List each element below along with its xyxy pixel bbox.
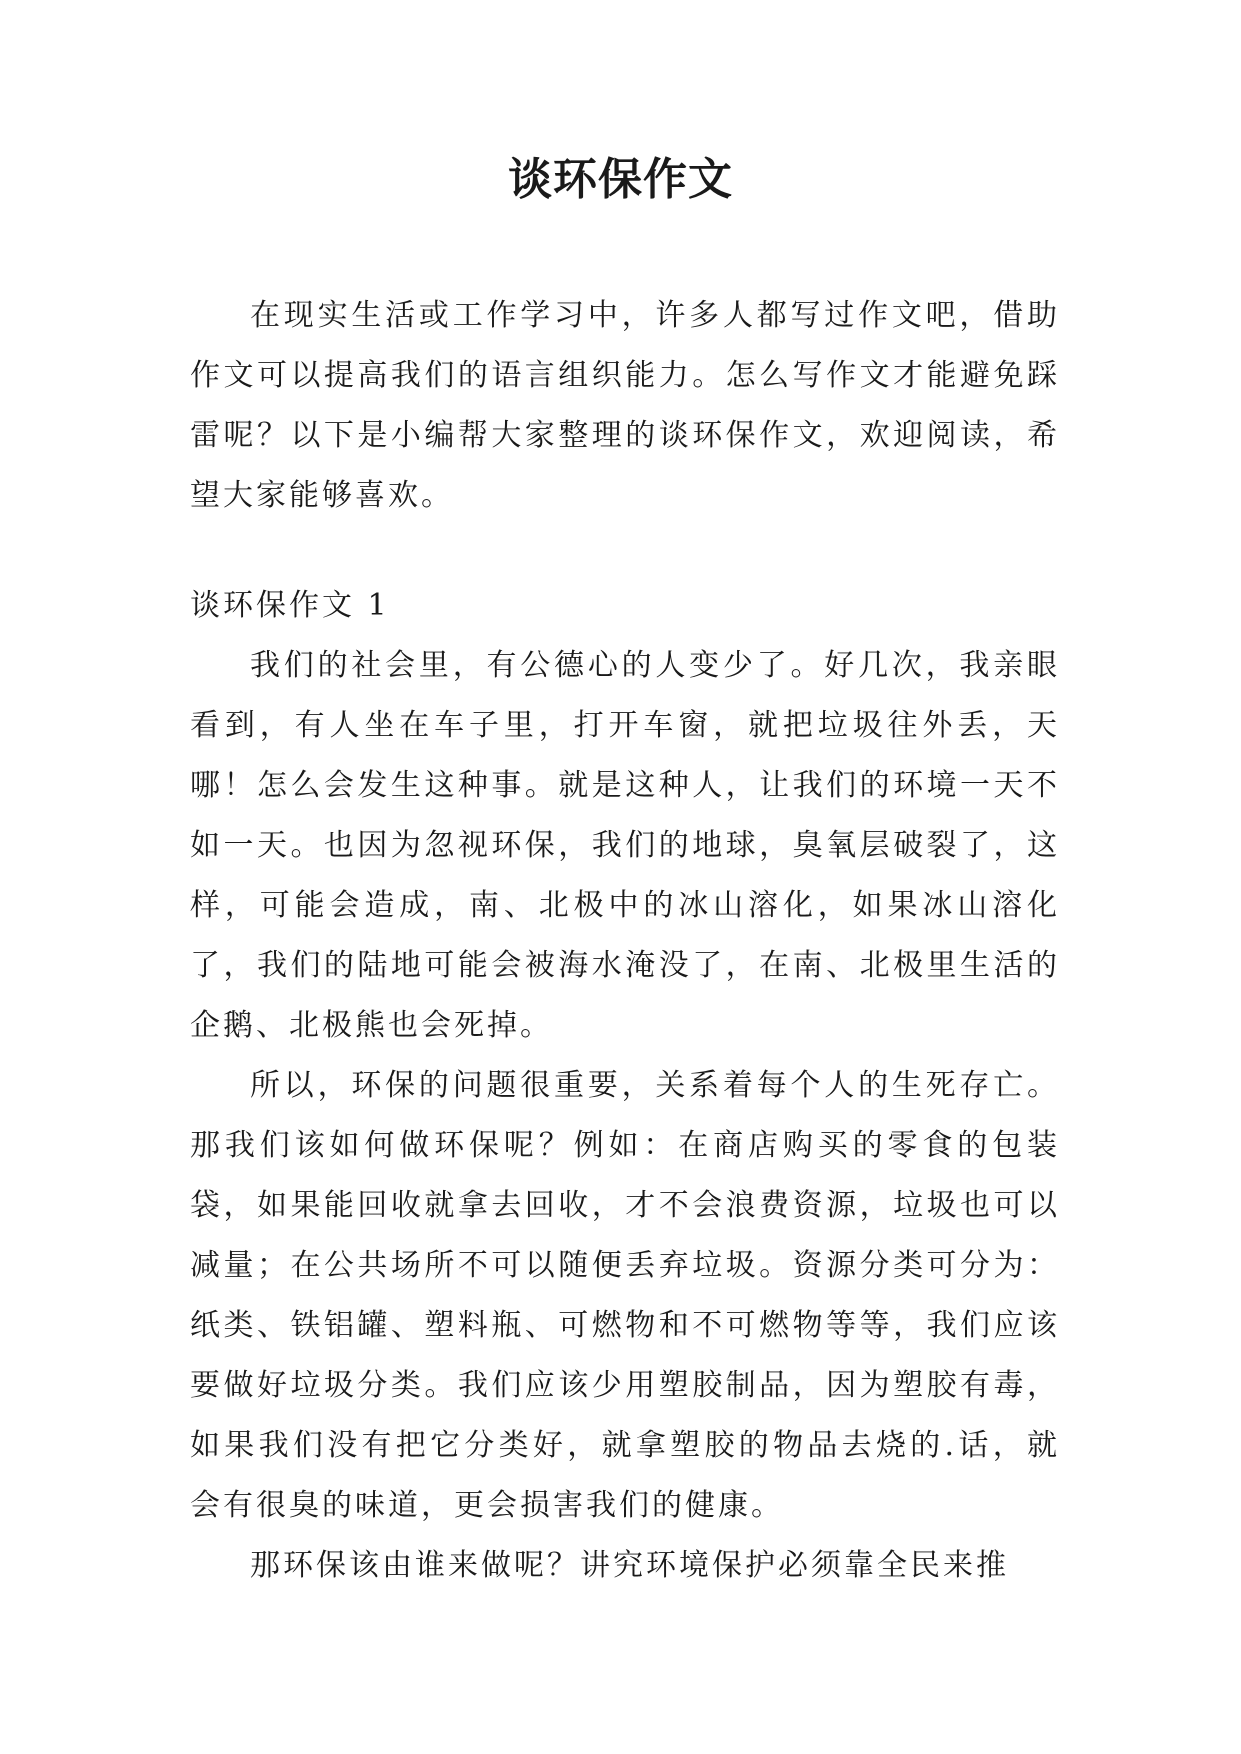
document-title: 谈环保作文 [508,154,733,205]
body-paragraph: 那环保该由谁来做呢？讲究环境保护必须靠全民来推 [250,1548,1009,1583]
intro-paragraph: 在现实生活或工作学习中，许多人都写过作文吧，借助作文可以提高我们的语言组织能力。怎么写作文才能避免踩雷呢？以下是小编帮大家整理的谈环保作文，欢迎阅读，希望大家能够喜欢。 [190,298,1060,513]
section-spacer [190,526,1060,576]
body-paragraph: 所以，环保的问题很重要，关系着每个人的生死存亡。那我们该如何做环保呢？例如：在商店购买的零食的包装袋，如果能回收就拿去回收，才不会浪费资源，垃圾也可以减量；在公共场所不可以随便丢弃垃圾。资源分类可分为：纸类、铁铝罐、塑料瓶、可燃物和不可燃物等等，我们应该要做好垃圾分类。我们应该少用塑胶制品，因为塑胶有毒，如果我们没有把它分类好，就拿塑胶的物品去烧的.话，就会有很臭的味道，更会损害我们的健康。 [190,1068,1060,1523]
body-paragraph: 我们的社会里，有公德心的人变少了。好几次，我亲眼看到，有人坐在车子里，打开车窗，就把垃圾往外丢，天哪！怎么会发生这种事。就是这种人，让我们的环境一天不如一天。也因为忽视环保，我们的地球，臭氧层破裂了，这样，可能会造成，南、北极中的冰山溶化，如果冰山溶化了，我们的陆地可能会被海水淹没了，在南、北极里生活的企鹅、北极熊也会死掉。 [190,648,1060,1043]
section-heading: 谈环保作文 1 [190,588,390,623]
document-body [190,286,1060,1596]
